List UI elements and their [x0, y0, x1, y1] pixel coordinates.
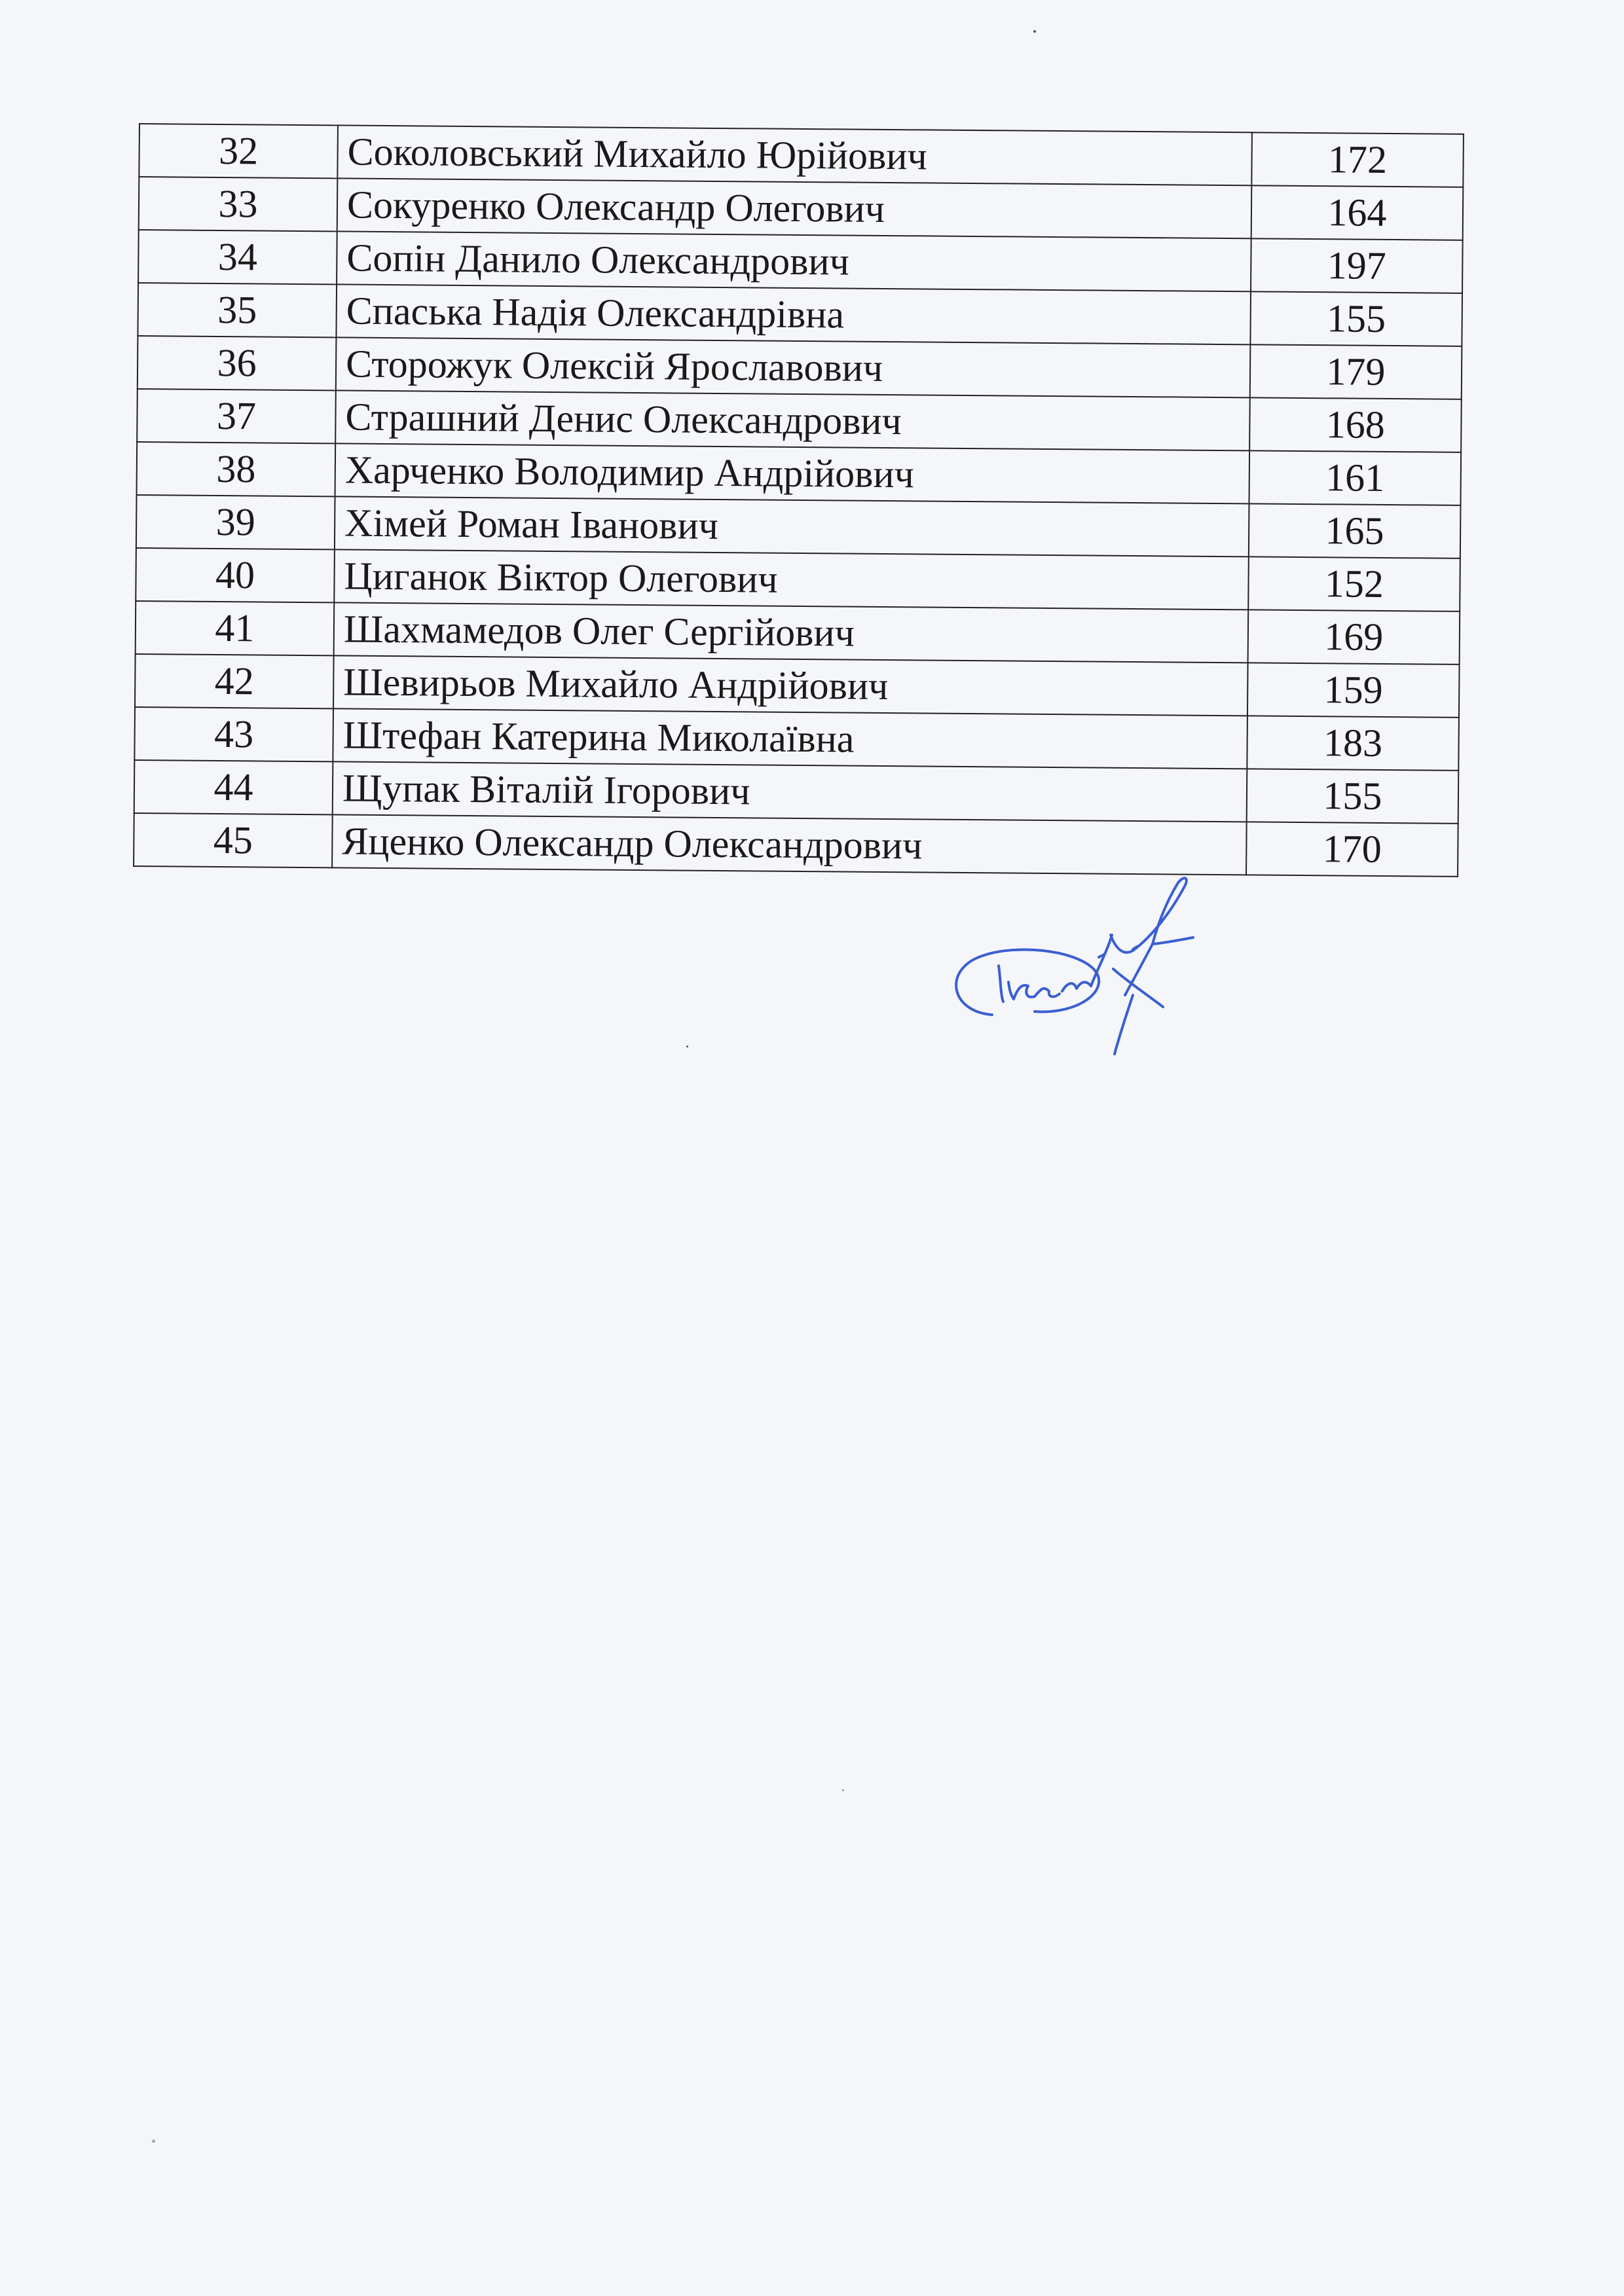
- paper-speck: [152, 2140, 155, 2143]
- full-name-cell: Шахмамедов Олег Сергійович: [334, 602, 1248, 663]
- full-name-cell: Щупак Віталій Ігорович: [333, 761, 1247, 822]
- score-cell: 161: [1249, 450, 1461, 505]
- table-row: [138, 336, 1462, 399]
- full-name-cell: Циганок Віктор Олегович: [334, 549, 1248, 610]
- table-row: [139, 124, 1464, 187]
- table-row: [134, 760, 1459, 824]
- row-number-cell: 45: [134, 813, 333, 867]
- row-number-cell: 40: [136, 548, 335, 602]
- row-number-cell: 35: [138, 283, 337, 337]
- score-cell: 170: [1246, 822, 1458, 877]
- row-number-cell: 39: [136, 495, 335, 549]
- row-number-cell: 38: [137, 442, 336, 496]
- row-number-cell: 41: [136, 601, 335, 655]
- row-number-cell: 43: [134, 707, 333, 761]
- table-row: [139, 177, 1464, 240]
- row-number-cell: 37: [137, 389, 336, 443]
- row-number-cell: 44: [134, 760, 333, 814]
- full-name-cell: Спаська Надія Олександрівна: [336, 284, 1250, 344]
- score-cell: 172: [1251, 132, 1464, 187]
- paper-speck: [686, 1046, 688, 1048]
- table-row: [135, 654, 1460, 718]
- table-row: [134, 707, 1459, 771]
- results-table-body: [134, 124, 1464, 877]
- score-cell: 155: [1250, 291, 1462, 346]
- full-name-cell: Страшний Денис Олександрович: [335, 390, 1249, 450]
- row-number-cell: 36: [138, 336, 337, 390]
- table-row: [138, 283, 1462, 346]
- full-name-cell: Сторожук Олексій Ярославович: [336, 337, 1250, 397]
- full-name-cell: Шевирьов Михайло Андрійович: [333, 655, 1247, 716]
- score-cell: 197: [1251, 238, 1463, 293]
- full-name-cell: Харченко Володимир Андрійович: [335, 443, 1249, 503]
- handwritten-signature: [936, 871, 1218, 1067]
- row-number-cell: 42: [135, 654, 334, 708]
- results-table: [133, 123, 1464, 877]
- table-row: [136, 548, 1460, 611]
- table-row: [137, 442, 1462, 505]
- full-name-cell: Яценко Олександр Олександрович: [332, 814, 1246, 875]
- table-row: [134, 813, 1458, 877]
- score-cell: 152: [1248, 556, 1460, 611]
- full-name-cell: Сокуренко Олександр Олегович: [337, 178, 1251, 238]
- full-name-cell: Хімей Роман Іванович: [335, 496, 1249, 556]
- full-name-cell: Сопін Данило Олександрович: [337, 231, 1251, 291]
- score-cell: 159: [1247, 663, 1460, 718]
- row-number-cell: 32: [139, 124, 338, 178]
- table-row: [137, 389, 1462, 452]
- full-name-cell: Соколовський Михайло Юрійович: [337, 125, 1251, 185]
- row-number-cell: 34: [138, 230, 337, 284]
- table-row: [136, 495, 1461, 558]
- table-row: [138, 230, 1463, 293]
- score-cell: 165: [1249, 503, 1461, 558]
- full-name-cell: Штефан Катерина Миколаївна: [333, 708, 1247, 769]
- score-cell: 164: [1251, 185, 1463, 240]
- score-cell: 168: [1249, 397, 1462, 452]
- table-row: [136, 601, 1460, 665]
- row-number-cell: 33: [139, 177, 338, 231]
- paper-speck: [842, 1789, 844, 1791]
- score-cell: 169: [1247, 610, 1460, 665]
- score-cell: 155: [1246, 769, 1458, 824]
- score-cell: 179: [1250, 344, 1462, 399]
- score-cell: 183: [1247, 716, 1459, 771]
- paper-speck: [1033, 30, 1036, 33]
